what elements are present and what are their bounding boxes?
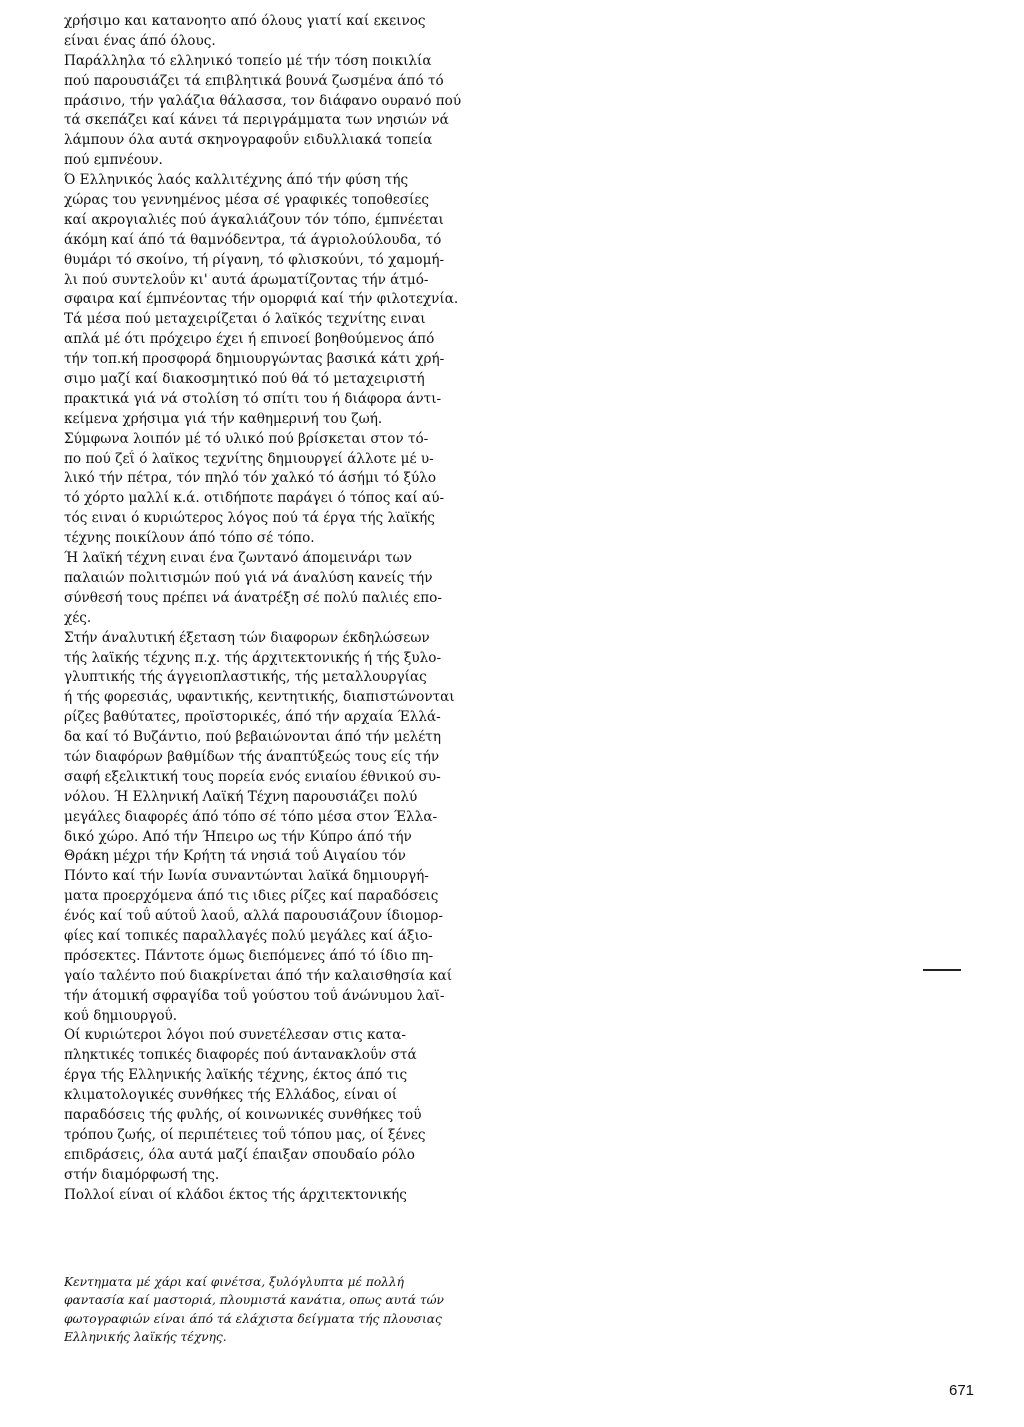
text-line: γαίο ταλέντο πού διακρίνεται άπό τήν καλαισθησία καί — [64, 967, 453, 984]
text-line: σιμο μαζί καί διακοσμητικό πού θά τό μεταχειριστή — [64, 371, 425, 388]
text-line: σαφή εξελικτική τους πορεία ενός ενιαίου έθνικού συ- — [64, 768, 441, 785]
text-line: πληκτικές τοπικές διαφορές πού άντανακλοΰν στά — [64, 1047, 417, 1064]
text-line: τός ειναι ό κυριώτερος λόγος πού τά έργα τής λαϊκής — [64, 510, 435, 527]
text-line: πο πού ζεΐ ό λαϊκος τεχνίτης δημιουργεί άλλοτε μέ υ- — [64, 450, 434, 467]
text-line: χώρας του γεννημένος μέσα σέ γραφικές τοποθεσίες — [64, 192, 430, 209]
text-line: έργα τής Ελληνικής λαϊκής τέχνης, έκτος άπό τις — [64, 1067, 408, 1084]
text-line: τής λαϊκής τέχνης π.χ. τής άρχιτεκτονικής ή τής ξυλο- — [64, 649, 442, 666]
article-text-column — [64, 12, 510, 1205]
text-line: επιδράσεις, όλα αυτά μαζί έπαιξαν σπουδαίο ρόλο — [64, 1146, 415, 1163]
text-line: καί ακρογιαλιές πού άγκαλιάζουν τόν τόπο, έμπνέεται — [64, 211, 444, 228]
text-line: Ή λαϊκή τέχνη ειναι ένα ζωντανό άπομεινάρι των — [64, 550, 412, 567]
text-line: πρακτικά γιά νά στολίση τό σπίτι του ή διάφορα άντι- — [64, 390, 442, 407]
text-line: τέχνης ποικίλουν άπό τόπο σέ τόπο. — [64, 530, 315, 547]
text-line: ματα προερχόμενα άπό τις ιδιες ρίζες καί παραδόσεις — [64, 888, 439, 905]
text-line: σύνθεσή τους πρέπει νά άνατρέξη σέ πολύ παλιές επο- — [64, 589, 442, 606]
text-line: σφαιρα καί έμπνέοντας τήν ομορφιά καί τήν φιλοτεχνία. — [64, 291, 459, 308]
text-line: μεγάλες διαφορές άπό τόπο σέ τόπο μέσα στον Έλλα- — [64, 808, 438, 825]
text-line: Πολλοί είναι οί κλάδοι έκτος τής άρχιτεκτονικής — [64, 1186, 407, 1203]
text-line: Στήν άναλυτική έξεταση τών διαφορων έκδηλώσεων — [64, 629, 430, 646]
text-line: πού παρουσιάζει τά επιβλητικά βουνά ζωσμένα άπό τό — [64, 72, 444, 89]
text-line: χρήσιμο και κατανοητο από όλους γιατί καί εκεινος — [64, 13, 426, 29]
text-line: πού εμπνέουν. — [64, 152, 163, 169]
text-line: χές. — [64, 609, 92, 626]
text-line: λάμπουν όλα αυτά σκηνογραφοΰν ειδυλλιακά τοπεία — [64, 132, 433, 149]
text-line: δικό χώρο. Από τήν Ήπειρο ως τήν Κύπρο άπό τήν — [64, 828, 412, 845]
text-line: παραδόσεις τής φυλής, οί κοινωνικές συνθήκες τοΰ — [64, 1106, 422, 1123]
text-line: γλυπτικής τής άγγειοπλαστικής, τής μεταλλουργίας — [64, 669, 427, 686]
page-number: 671 — [949, 1382, 975, 1399]
caption-line: φωτογραφιών είναι άπό τά ελάχιστα δείγματα τής πλουσιας — [64, 1311, 442, 1326]
text-line: θυμάρι τό σκοίνο, τή ρίγανη, τό φλισκούνι, τό χαμομή- — [64, 251, 445, 268]
text-line: τών διαφόρων βαθμίδων τής άναπτύξεώς τους είς τήν — [64, 748, 440, 765]
text-line: Οί κυριώτεροι λόγοι πού συνετέλεσαν στις κατα- — [64, 1027, 406, 1044]
caption-line: Κεντηματα μέ χάρι καί φινέτσα, ξυλόγλυπτα μέ πολλή — [64, 1275, 404, 1289]
text-line: κοΰ δημιουργοΰ. — [64, 1007, 178, 1024]
text-line: τήν τοπ.κή προσφορά δημιουργώντας βασικά κάτι χρή- — [64, 351, 445, 368]
text-line: Σύμφωνα λοιπόν μέ τό υλικό πού βρίσκεται στον τό- — [64, 430, 429, 447]
text-line: τά σκεπάζει καί κάνει τά περιγράμματα των νησιών νά — [64, 112, 449, 129]
text-line: λι πού συντελοΰν κι' αυτά άρωματίζοντας τήν άτμό- — [64, 271, 429, 288]
text-line: Τά μέσα πού μεταχειρίζεται ό λαϊκός τεχνίτης ειναι — [64, 311, 426, 328]
text-line: απλά μέ ότι πρόχειρο έχει ή επινοεί βοηθούμενος άπό — [64, 331, 435, 348]
text-line: τό χόρτο μαλλί κ.ά. οτιδήποτε παράγει ό τόπος καί αύ- — [64, 490, 445, 507]
margin-rule — [923, 969, 961, 971]
text-line: κλιματολογικές συνθήκες τής Ελλάδος, είναι οί — [64, 1087, 398, 1104]
text-line: νόλου. Ή Ελληνική Λαϊκή Τέχνη παρουσιάζει πολύ — [64, 788, 418, 805]
photo-caption — [64, 1273, 510, 1347]
text-line: λικό τήν πέτρα, τόν πηλό τόν χαλκό τό άσήμι τό ξύλο — [64, 470, 437, 487]
text-line: πράσινο, τήν γαλάζια θάλασσα, τον διάφανο ουρανό πού — [64, 92, 462, 109]
text-line: Ό Ελληνικός λαός καλλιτέχνης άπό τήν φύση τής — [64, 172, 409, 189]
text-line: παλαιών πολιτισμών πού γιά νά άναλύση κανείς τήν — [64, 569, 433, 586]
text-line: Θράκη μέχρι τήν Κρήτη τά νησιά τοΰ Αιγαίου τόν — [64, 848, 406, 865]
text-line: φίες καί τοπικές παραλλαγές πολύ μεγάλες καί άξιο- — [64, 927, 433, 944]
text-line: Πόντο καί τήν Ιωνία συναντώνται λαϊκά δημιουργή- — [64, 868, 429, 885]
text-line: τρόπου ζωής, οί περιπέτειες τοΰ τόπου μας, οί ξένες — [64, 1126, 426, 1143]
text-line: πρόσεκτες. Πάντοτε όμως διεπόμενες άπό τό ίδιο πη- — [64, 947, 434, 964]
text-line: Παράλληλα τό ελληνικό τοπείο μέ τήν τόση ποικιλία — [64, 52, 432, 69]
text-line: τήν άτομική σφραγίδα τοΰ γούστου τοΰ άνώνυμου λαϊ- — [64, 987, 445, 1004]
text-line: ή τής φορεσιάς, υφαντικής, κεντητικής, διαπιστώνονται — [64, 689, 455, 706]
text-line: ρίζες βαθύτατες, προϊστορικές, άπό τήν αρχαία Έλλά- — [64, 709, 441, 726]
text-line: κείμενα χρήσιμα γιά τήν καθημερινή του ζωή. — [64, 410, 383, 427]
text-line: στήν διαμόρφωσή της. — [64, 1166, 220, 1183]
text-line: δα καί τό Βυζάντιο, πού βεβαιώνονται άπό τήν μελέτη — [64, 729, 441, 746]
caption-line: Ελληνικής λαϊκής τέχνης. — [64, 1330, 227, 1345]
text-line: είναι ένας άπό όλους. — [64, 32, 216, 49]
caption-line: φαντασία καί μαστοριά, πλουμιστά κανάτια, οπως αυτά τών — [64, 1293, 444, 1308]
text-line: ένός καί τοΰ αύτοΰ λαοΰ, αλλά παρουσιάζουν ίδιομορ- — [64, 908, 443, 925]
text-line: άκόμη καί άπό τά θαμνόδεντρα, τά άγριολούλουδα, τό — [64, 231, 442, 248]
